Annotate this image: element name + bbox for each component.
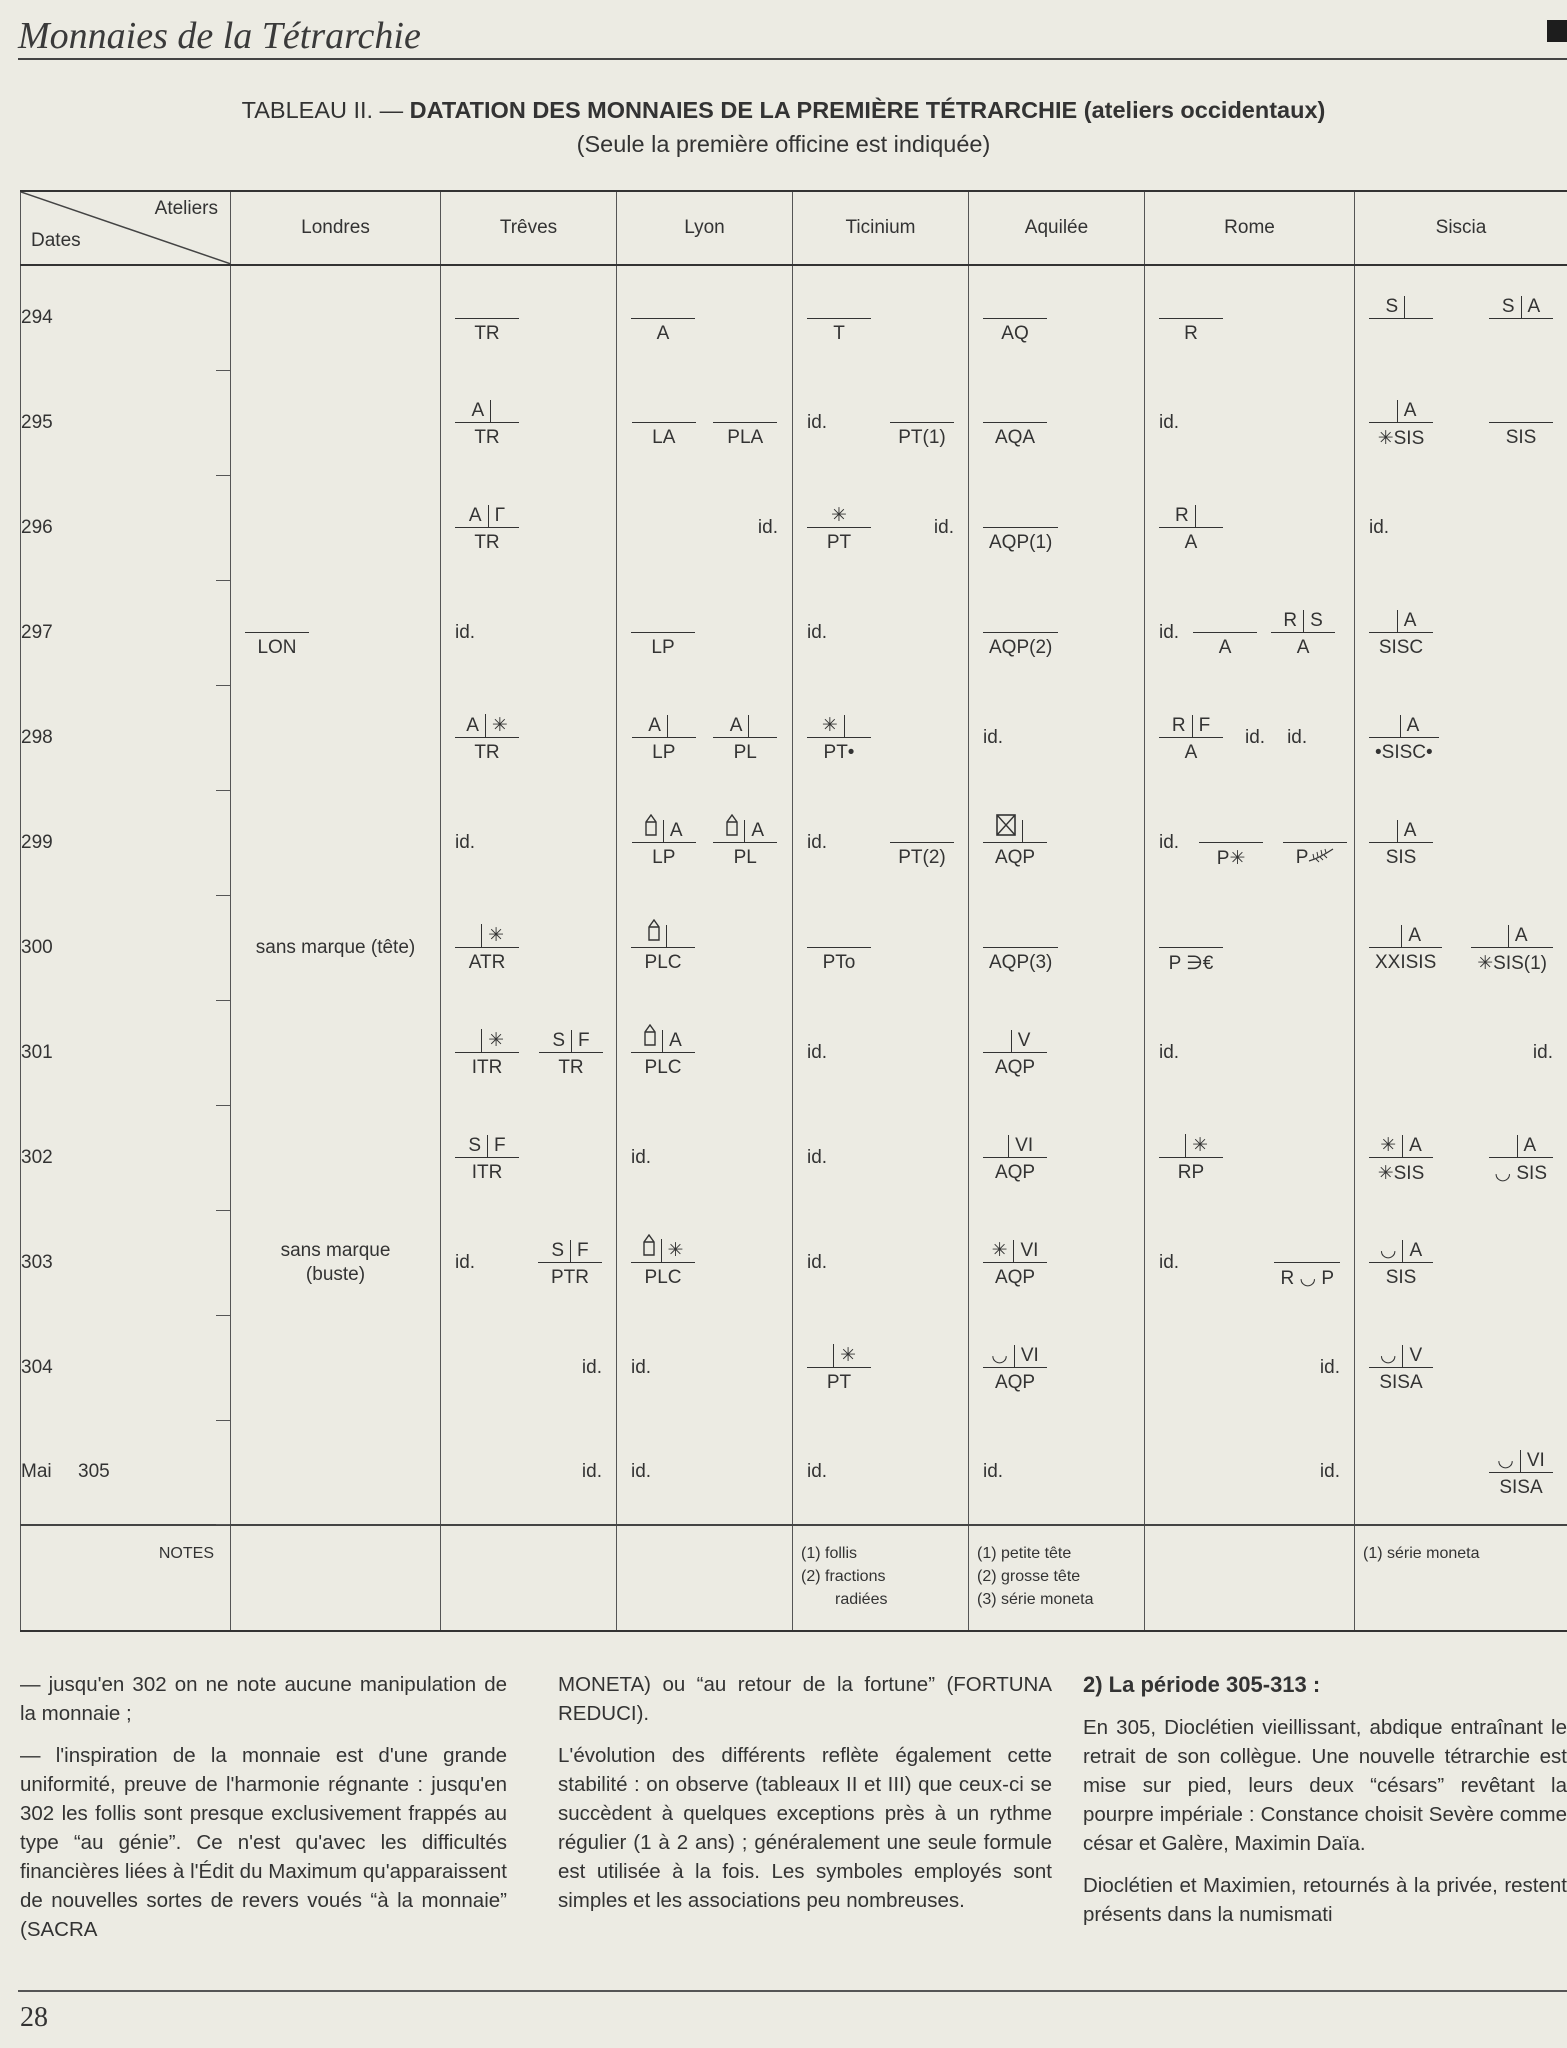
mint-mark: R: [1159, 292, 1223, 345]
cell-ticinium: [793, 1315, 969, 1420]
col-londres: Londres: [231, 191, 441, 265]
id-mark: id.: [1319, 1461, 1340, 1482]
cell-lyon: [617, 475, 793, 580]
cell-rome: [1145, 1000, 1355, 1105]
mint-mark: S F ITR: [455, 1131, 519, 1184]
paragraph: — jusqu'en 302 on ne note aucune manipulation de la monnaie ;: [20, 1673, 507, 1725]
mint-mark: A SIS: [1369, 816, 1433, 869]
col-treves: Trêves: [441, 191, 617, 265]
mint-mark: VI AQP: [983, 1131, 1047, 1184]
cell-londres: [231, 1105, 441, 1210]
id-mark: id.: [1369, 516, 1390, 538]
cell-siscia: [1355, 265, 1567, 370]
id-mark: id.: [1159, 1251, 1180, 1273]
row-305: [21, 1420, 1567, 1525]
mint-mark: P ∋€: [1159, 921, 1223, 975]
cell-lyon: [617, 895, 793, 1000]
mint-mark: PT(1): [890, 396, 954, 449]
year-label: 302: [21, 1105, 231, 1210]
cell-treves: [441, 1315, 617, 1420]
cell-siscia: [1355, 475, 1567, 580]
row-298: [21, 685, 1567, 790]
year-label: 303: [21, 1210, 231, 1315]
cell-rome: [1145, 1210, 1355, 1315]
note-line: (1) petite tête: [977, 1545, 1072, 1562]
cell-aquilee: [969, 580, 1145, 685]
year-label: 297: [21, 580, 231, 685]
notes-aquilee: [969, 1525, 1145, 1631]
mint-mark: A: [631, 292, 695, 345]
cell-treves: [441, 475, 617, 580]
mint-mark: LP: [631, 606, 695, 659]
id-mark: id.: [757, 516, 778, 538]
cell-siscia: [1355, 1210, 1567, 1315]
notes-lyon: [617, 1525, 793, 1631]
cell-siscia: [1355, 580, 1567, 685]
altar-icon: [638, 1024, 662, 1052]
year-label: 299: [21, 790, 231, 895]
row-295: [21, 370, 1567, 475]
cell-ticinium: [793, 370, 969, 475]
cell-ticinium: [793, 1000, 969, 1105]
mint-mark: A TR: [455, 396, 519, 449]
mint-mark: S F TR: [539, 1026, 603, 1079]
note-line: (2) grosse tête: [977, 1568, 1081, 1585]
mint-mark: AQ: [983, 292, 1047, 345]
cell-ticinium: [793, 1210, 969, 1315]
col-rome: Rome: [1145, 191, 1355, 265]
mint-mark: LON: [245, 606, 309, 659]
mint-mark: A ✳ TR: [455, 711, 519, 764]
mint-mark: AQP(3): [983, 921, 1058, 974]
mint-mark: TR: [455, 292, 519, 345]
year-label: 296: [21, 475, 231, 580]
id-mark: id.: [807, 411, 828, 433]
cell-londres: [231, 685, 441, 790]
col-ticinium: Ticinium: [793, 191, 969, 265]
id-mark: id.: [631, 1461, 652, 1482]
row-303: [21, 1210, 1567, 1315]
cell-londres: [231, 580, 441, 685]
mint-mark: A •SISC•: [1369, 711, 1439, 764]
note-line: (3) série moneta: [977, 1591, 1094, 1608]
mint-mark: A: [1193, 606, 1257, 659]
cell-lyon: [617, 1315, 793, 1420]
cell-aquilee: [969, 265, 1145, 370]
cell-lyon: [617, 1000, 793, 1105]
id-mark: id.: [455, 621, 476, 643]
id-mark: id.: [1159, 831, 1180, 853]
corner-square-mark: [1547, 20, 1567, 42]
cell-siscia: [1355, 1315, 1567, 1420]
notes-rome: [1145, 1525, 1355, 1631]
mint-mark: ✳ PT: [807, 501, 871, 554]
year-label: 294: [21, 265, 231, 370]
cell-londres: [231, 895, 441, 1000]
cell-lyon: [617, 1105, 793, 1210]
mint-mark: A ◡ SIS: [1489, 1131, 1553, 1185]
mint-mark: ✳ PT: [807, 1341, 871, 1394]
mint-mark: A PL: [713, 816, 777, 869]
id-mark: id.: [581, 1356, 602, 1378]
id-mark: id.: [983, 1461, 1004, 1482]
notes-treves: [441, 1525, 617, 1631]
cell-ticinium: [793, 265, 969, 370]
cell-rome: [1145, 685, 1355, 790]
cell-ticinium: [793, 1420, 969, 1525]
mint-mark: PLC: [631, 921, 695, 974]
month-prefix: Mai: [21, 1461, 52, 1482]
cell-rome: [1145, 1420, 1355, 1525]
altar-icon: [639, 814, 663, 842]
mint-mark: R A: [1159, 501, 1223, 554]
cell-siscia: [1355, 895, 1567, 1000]
caption-title: DATATION DES MONNAIES DE LA PREMIÈRE TÉTRARCHIE (ateliers occidentaux): [409, 97, 1326, 123]
id-mark: id.: [807, 621, 828, 643]
mint-mark: S: [1369, 292, 1433, 345]
notes-siscia: [1355, 1525, 1567, 1631]
row-296: [21, 475, 1567, 580]
mint-mark: AQP(2): [983, 606, 1058, 659]
mint-mark: R S A: [1271, 606, 1335, 659]
dating-table: [20, 190, 1567, 1632]
col-lyon: Lyon: [617, 191, 793, 265]
mint-mark: R F A: [1159, 711, 1223, 764]
id-mark: id.: [1319, 1356, 1340, 1378]
cell-londres: [231, 1210, 441, 1315]
cell-lyon: [617, 685, 793, 790]
body-column-3: [1083, 1670, 1567, 1942]
cell-treves: [441, 790, 617, 895]
mint-mark: R ◡ P: [1274, 1236, 1340, 1290]
mint-mark: ✳ ITR: [455, 1026, 519, 1079]
cell-ticinium: [793, 475, 969, 580]
col-siscia: Siscia: [1355, 191, 1567, 265]
mint-mark: ✳ PT•: [807, 711, 871, 764]
body-column-2: [558, 1670, 1052, 1928]
mint-mark: ◡ VI SISA: [1489, 1446, 1553, 1499]
page-number: 28: [20, 2002, 48, 2033]
cell-siscia: [1355, 1000, 1567, 1105]
cell-londres: [231, 370, 441, 475]
row-300: [21, 895, 1567, 1000]
mint-mark: S F PTR: [538, 1236, 602, 1289]
cell-rome: [1145, 580, 1355, 685]
cell-treves: [441, 1000, 617, 1105]
cell-londres: [231, 1000, 441, 1105]
year-label: 301: [21, 1000, 231, 1105]
id-mark: id.: [807, 1461, 828, 1482]
row-299: [21, 790, 1567, 895]
cell-siscia: [1355, 685, 1567, 790]
paragraph: MONETA) ou “au retour de la fortune” (FORTUNA REDUCI).: [558, 1673, 1052, 1725]
id-mark: id.: [933, 516, 954, 538]
mint-mark: LA: [632, 396, 696, 449]
header-row: [21, 191, 1567, 265]
year-label: [21, 1420, 231, 1525]
cell-rome: [1145, 790, 1355, 895]
mint-mark: AQA: [983, 396, 1047, 449]
year-label: 298: [21, 685, 231, 790]
id-mark: id.: [631, 1356, 652, 1378]
cell-rome: [1145, 1105, 1355, 1210]
mint-mark: A Γ TR: [455, 501, 519, 554]
cell-siscia: [1355, 370, 1567, 475]
cell-rome: [1145, 1315, 1355, 1420]
mint-mark: T: [807, 292, 871, 345]
mint-mark: A ✳SIS(1): [1471, 921, 1553, 975]
paragraph: En 305, Dioclétien vieillissant, abdique entraînant le retrait de son collègue. Une nouvelle tétrarchie est mise sur pied, leurs deux “césars” revêtant la pourpre impériale : Constance choisit Sevère comme césar et Galère, Maximin Daïa.: [1083, 1716, 1567, 1855]
altar-icon: [642, 919, 666, 947]
cell-londres: [231, 1420, 441, 1525]
caption-title-line: [0, 93, 1567, 127]
id-mark: id.: [983, 726, 1004, 748]
mint-mark: A ✳SIS: [1369, 396, 1433, 450]
mint-mark: P✳: [1199, 816, 1263, 870]
cell-treves: [441, 1420, 617, 1525]
mint-mark: V AQP: [983, 1026, 1047, 1079]
cell-siscia: [1355, 790, 1567, 895]
cell-treves: [441, 1210, 617, 1315]
row-294: [21, 265, 1567, 370]
id-mark: id.: [1159, 1041, 1180, 1063]
id-mark: id.: [807, 1041, 828, 1063]
id-mark: id.: [807, 1146, 828, 1168]
mint-mark: ◡ A SIS: [1369, 1236, 1433, 1289]
year-305: 305: [78, 1461, 110, 1482]
notes-londres: [231, 1525, 441, 1631]
year-label: 304: [21, 1315, 231, 1420]
mint-mark: AQP(1): [983, 501, 1058, 554]
palm-branch-icon: [1308, 847, 1334, 868]
mint-mark: PTo: [807, 921, 871, 974]
note-line: radiées: [835, 1591, 888, 1608]
id-mark: id.: [1287, 726, 1308, 748]
mint-mark: A SISC: [1369, 606, 1433, 659]
cell-aquilee: [969, 790, 1145, 895]
mint-mark: ✳ A ✳SIS: [1369, 1131, 1433, 1185]
cell-treves: [441, 370, 617, 475]
cell-londres: [231, 1315, 441, 1420]
row-301: [21, 1000, 1567, 1105]
cell-treves: [441, 580, 617, 685]
id-mark: id.: [1159, 411, 1180, 433]
header-rule: [18, 58, 1567, 60]
mint-mark: A PLC: [631, 1026, 695, 1079]
cell-aquilee: [969, 370, 1145, 475]
row-302: [21, 1105, 1567, 1210]
cell-lyon: [617, 265, 793, 370]
cell-lyon: [617, 370, 793, 475]
cell-rome: [1145, 370, 1355, 475]
id-mark: id.: [581, 1461, 602, 1482]
cell-aquilee: [969, 1315, 1145, 1420]
cell-treves: [441, 685, 617, 790]
year-label: 295: [21, 370, 231, 475]
cell-aquilee: [969, 1420, 1145, 1525]
mint-mark: S A: [1489, 292, 1553, 345]
notes-ticinium: [793, 1525, 969, 1631]
id-mark: id.: [631, 1146, 652, 1168]
mint-mark: PLA: [713, 396, 777, 449]
id-mark: id.: [1159, 621, 1180, 643]
cell-aquilee: [969, 895, 1145, 1000]
cell-londres: [231, 790, 441, 895]
cell-rome: [1145, 895, 1355, 1000]
note-line: (2) fractions: [801, 1568, 886, 1585]
cell-rome: [1145, 475, 1355, 580]
cell-lyon: [617, 580, 793, 685]
mint-mark: A LP: [632, 816, 696, 869]
mint-mark: PT(2): [890, 816, 954, 869]
note-line: (1) follis: [801, 1545, 858, 1562]
corner-dates: Dates: [31, 230, 81, 251]
cell-treves: [441, 1105, 617, 1210]
id-mark: id.: [1532, 1041, 1553, 1063]
cell-londres: [231, 475, 441, 580]
mint-mark: ✳ ATR: [455, 921, 519, 974]
mint-mark: ◡ VI AQP: [983, 1341, 1047, 1394]
altar-icon: [637, 1234, 661, 1262]
section-heading: 2) La période 305-313 :: [1083, 1672, 1321, 1697]
cell-ticinium: [793, 895, 969, 1000]
paragraph: L'évolution des différents reflète également cette stabilité : on observe (tableaux II et III) que ceux-ci se succèdent à quelques exceptions près à un rythme régulier (1 à 2 ans) ; généralement une seule formule est utilisée à la fois. Les symboles employés sont simples et les associations peu nombreuses.: [558, 1744, 1052, 1912]
notes-row: [21, 1525, 1567, 1631]
cell-ticinium: [793, 1105, 969, 1210]
id-mark: id.: [807, 1251, 828, 1273]
cell-lyon: [617, 790, 793, 895]
cell-aquilee: [969, 1105, 1145, 1210]
running-title: Monnaies de la Tétrarchie: [18, 15, 421, 57]
note-line: (1) série moneta: [1363, 1545, 1480, 1562]
id-mark: id.: [455, 1251, 476, 1273]
cell-aquilee: [969, 685, 1145, 790]
mint-mark: ✳ PLC: [631, 1236, 695, 1289]
table-caption: [0, 93, 1567, 161]
cell-siscia: [1355, 1420, 1567, 1525]
corner-header: [21, 191, 231, 265]
mint-mark: ✳ RP: [1159, 1131, 1223, 1184]
id-mark: id.: [1245, 726, 1266, 748]
mint-mark: ✳ VI AQP: [983, 1236, 1047, 1289]
cell-treves: [441, 895, 617, 1000]
body-column-1: [20, 1670, 507, 1957]
mint-mark: A PL: [713, 711, 777, 764]
footer-rule: [18, 1990, 1567, 1992]
mint-mark: A LP: [632, 711, 696, 764]
notes-label: NOTES: [21, 1525, 231, 1631]
cell-ticinium: [793, 790, 969, 895]
no-mark-head: sans marque (tête): [255, 936, 416, 958]
crossed-box-icon: [990, 814, 1022, 842]
cell-siscia: [1355, 1105, 1567, 1210]
year-label: 300: [21, 895, 231, 1000]
cell-ticinium: [793, 685, 969, 790]
col-aquilee: Aquilée: [969, 191, 1145, 265]
mint-mark: A XXISIS: [1369, 921, 1442, 974]
mint-mark: ◡ V SISA: [1369, 1341, 1433, 1394]
cell-treves: [441, 265, 617, 370]
cell-londres: [231, 265, 441, 370]
id-mark: id.: [455, 831, 476, 853]
altar-icon: [720, 814, 744, 842]
mint-mark: AQP: [983, 816, 1047, 869]
no-mark-bust: sans marque (buste): [280, 1239, 391, 1285]
mint-mark: P: [1283, 816, 1347, 869]
id-mark: id.: [807, 831, 828, 853]
cell-aquilee: [969, 1000, 1145, 1105]
cell-aquilee: [969, 475, 1145, 580]
paragraph: — l'inspiration de la monnaie est d'une grande uniformité, preuve de l'harmonie régnante : jusqu'en 302 les follis sont presque exclusivement frappés au type “au génie”. Ce n'est qu'avec les difficultés financières liées à l'Édit du Maximum qu'apparaissent de nouvelles sortes de revers voués “à la monnaie” (SACRA: [20, 1744, 507, 1941]
mint-mark: SIS: [1489, 396, 1553, 449]
cell-aquilee: [969, 1210, 1145, 1315]
corner-ateliers: Ateliers: [154, 198, 218, 219]
cell-rome: [1145, 265, 1355, 370]
caption-prefix: TABLEAU II. —: [241, 97, 410, 123]
row-304: [21, 1315, 1567, 1420]
cell-lyon: [617, 1210, 793, 1315]
row-297: [21, 580, 1567, 685]
caption-subtitle: (Seule la première officine est indiquée): [576, 131, 991, 157]
cell-lyon: [617, 1420, 793, 1525]
cell-ticinium: [793, 580, 969, 685]
paragraph: Dioclétien et Maximien, retournés à la privée, restent présents dans la numismati: [1083, 1874, 1567, 1926]
